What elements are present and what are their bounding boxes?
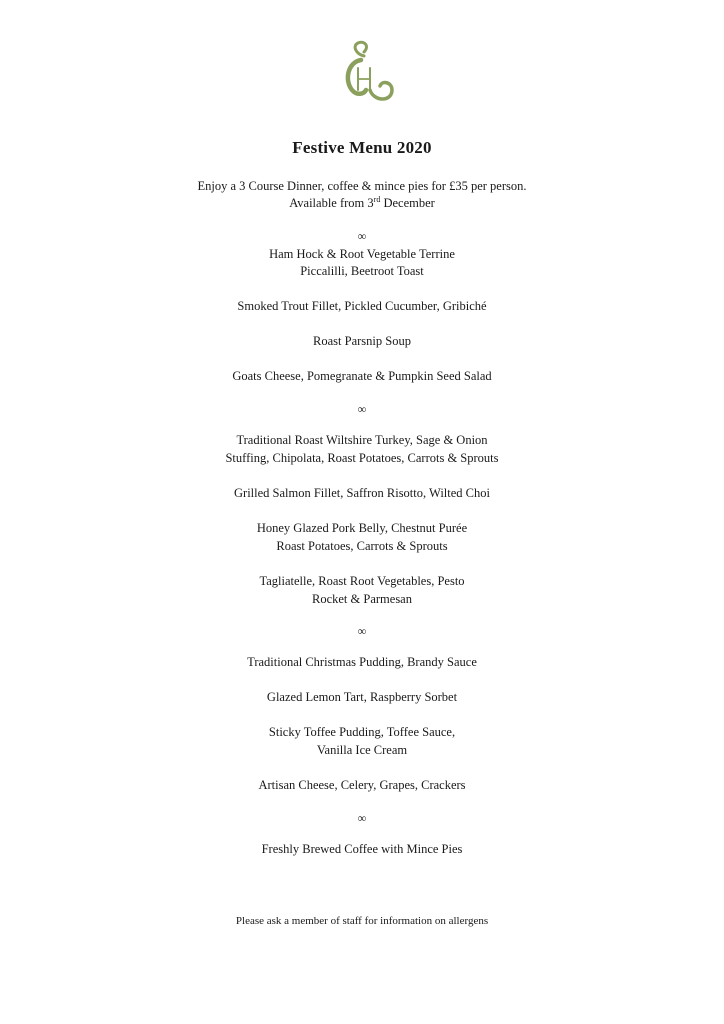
intro-line-1: Enjoy a 3 Course Dinner, coffee & mince pies for £35 per person. (197, 179, 527, 193)
starter-1-line-1: Ham Hock & Root Vegetable Terrine (269, 247, 455, 261)
menu-title: Festive Menu 2020 (292, 138, 432, 157)
starter-1-line-2: Piccalilli, Beetroot Toast (300, 264, 424, 278)
main-1-line-1: Traditional Roast Wiltshire Turkey, Sage & Onion (236, 433, 488, 447)
dessert-4: Artisan Cheese, Celery, Grapes, Crackers (258, 778, 466, 792)
intro-date-prefix: Available from 3 (289, 196, 374, 210)
coffee-line: Freshly Brewed Coffee with Mince Pies (261, 842, 463, 856)
dessert-1: Traditional Christmas Pudding, Brandy Sauce (247, 655, 477, 669)
course-separator: ∞ (357, 402, 367, 416)
starter-2: Smoked Trout Fillet, Pickled Cucumber, Gribiché (237, 299, 487, 313)
intro-date-suffix-sup: rd (373, 194, 381, 204)
course-separator: ∞ (357, 811, 367, 825)
main-2: Grilled Salmon Fillet, Saffron Risotto, Wilted Choi (234, 486, 490, 500)
main-3-line-1: Honey Glazed Pork Belly, Chestnut Purée (256, 521, 468, 535)
dessert-3-line-1: Sticky Toffee Pudding, Toffee Sauce, (268, 725, 456, 739)
main-4-line-1: Tagliatelle, Roast Root Vegetables, Pesto (259, 574, 465, 588)
allergen-footer: Please ask a member of staff for information on allergens (235, 915, 489, 927)
starter-4: Goats Cheese, Pomegranate & Pumpkin Seed Salad (232, 369, 492, 383)
main-4-line-2: Rocket & Parmesan (312, 592, 412, 606)
dessert-2: Glazed Lemon Tart, Raspberry Sorbet (266, 690, 458, 704)
intro-line-2 (0, 195, 724, 212)
course-separator: ∞ (357, 229, 367, 243)
main-3-line-2: Roast Potatoes, Carrots & Sprouts (276, 539, 448, 553)
course-separator: ∞ (357, 624, 367, 638)
intro-date-month: December (380, 196, 435, 210)
dessert-3-line-2: Vanilla Ice Cream (316, 743, 408, 757)
main-1-line-2: Stuffing, Chipolata, Roast Potatoes, Carrots & Sprouts (225, 451, 499, 465)
monogram-logo-icon (334, 40, 400, 106)
starter-3: Roast Parsnip Soup (313, 334, 411, 348)
